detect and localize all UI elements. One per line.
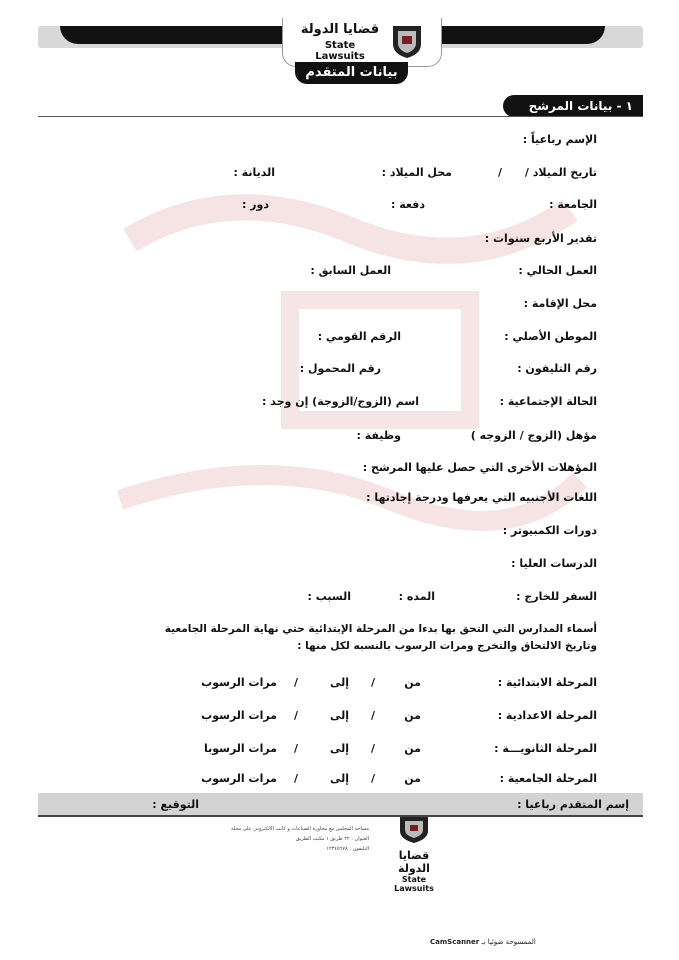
- school-separator: /: [371, 742, 376, 755]
- logo-text-english: State Lawsuits: [315, 40, 365, 62]
- batch-label: دفعة :: [391, 198, 425, 211]
- school-stage-label: المرحلة الثانويـــة :: [494, 742, 597, 755]
- schools-intro-line1: أسماء المدارس التي التحق بها بدءا من المرحلة الإبتدائية حتي نهاية المرحلة الجامعية: [164, 623, 597, 635]
- school-separator: /: [371, 709, 376, 722]
- footer-logo-english: State Lawsuits: [394, 875, 434, 893]
- school-fails-label: مرات الرسوب: [201, 709, 277, 722]
- footer-seal-icon: [385, 815, 443, 845]
- school-stage-label: المرحلة الابتدائية :: [497, 676, 597, 689]
- camscanner-stamp: [430, 938, 536, 946]
- computer-courses-label: دورات الكمبيوتر :: [502, 524, 597, 537]
- travel-reason-label: السبب :: [307, 590, 351, 603]
- school-separator: /: [371, 772, 376, 785]
- signature-bar-line: [38, 815, 643, 817]
- origin-label: الموطن الأصلي :: [504, 330, 597, 343]
- other-qualifications-label: المؤهلات الأخرى التي حصل عليها المرشح :: [362, 461, 597, 474]
- residence-label: محل الإقامة :: [523, 297, 597, 310]
- school-fails-label: مرات الرسوبا: [203, 742, 277, 755]
- full-name-label: الإسم رباعياً :: [522, 133, 597, 146]
- higher-studies-label: الدرسات العليا :: [511, 557, 597, 570]
- travel-duration-label: المده :: [398, 590, 435, 603]
- spouse-qualification-label: مؤهل (الزوج / الزوجه ): [470, 429, 597, 442]
- footer-address-line2: العنوان : ٢٢ طريق ١ مكتب الطريق: [295, 836, 369, 842]
- mobile-label: رقم المحمول :: [299, 362, 381, 375]
- school-separator: /: [294, 742, 299, 755]
- birth-date-label: تاريخ الميلاد /: [524, 166, 597, 179]
- school-from-label: من: [404, 742, 421, 755]
- state-lawsuits-seal-icon: [389, 22, 425, 60]
- footer-address-line1: مساحة المجلس مع مجاورة الصناعات و كاتب الالكتروني على مجلة: [231, 826, 369, 832]
- school-from-label: من: [404, 676, 421, 689]
- travel-abroad-label: السفر للخارج :: [516, 590, 597, 603]
- marital-status-label: الحالة الإجتماعية :: [499, 395, 597, 408]
- form-title: بيانات المتقدم: [295, 62, 408, 84]
- schools-intro-line2: وتاريخ الالتحاق والتخرج ومرات الرسوب بالنسبه لكل منها :: [297, 640, 597, 652]
- national-id-label: الرقم القومي :: [317, 330, 401, 343]
- spouse-job-label: وظيفة :: [356, 429, 401, 442]
- four-years-grade-label: تقدير الأربع سنوات :: [484, 232, 597, 245]
- school-stage-label: المرحلة الاعدادية :: [497, 709, 597, 722]
- school-from-label: من: [404, 772, 421, 785]
- languages-label: اللغات الأجنبيه التي يعرفها ودرجة إجادتها :: [366, 491, 597, 504]
- school-from-label: من: [404, 709, 421, 722]
- university-label: الجامعة :: [549, 198, 597, 211]
- footer-logo-arabic: قضايا الدولة: [398, 849, 430, 875]
- school-separator: /: [294, 709, 299, 722]
- school-to-label: إلى: [329, 742, 349, 755]
- school-separator: /: [294, 772, 299, 785]
- school-separator: /: [294, 676, 299, 689]
- school-fails-label: مرات الرسوب: [201, 676, 277, 689]
- school-to-label: إلى: [329, 772, 349, 785]
- previous-job-label: العمل السابق :: [310, 264, 391, 277]
- camscanner-prefix: الممسوحة ضوئيا بـ: [481, 938, 536, 946]
- current-job-label: العمل الحالي :: [518, 264, 597, 277]
- spouse-name-label: اسم (الزوج/الزوجة) إن وجد :: [262, 395, 419, 408]
- phone-label: رقم التليفون :: [517, 362, 597, 375]
- footer-address-line3: التليفون : ١٢٣٤٥٦٧٨: [326, 846, 369, 852]
- religion-label: الديانة :: [233, 166, 275, 179]
- applicant-name-label: إسم المتقدم رباعيا :: [517, 798, 629, 811]
- section-divider: [38, 116, 643, 117]
- school-to-label: إلى: [329, 676, 349, 689]
- logo-text-arabic: قضايا الدولة: [300, 22, 380, 37]
- round-label: دور :: [241, 198, 269, 211]
- date-separator: /: [498, 166, 503, 179]
- birth-place-label: محل الميلاد :: [381, 166, 452, 179]
- school-to-label: إلى: [329, 709, 349, 722]
- section-title: ١ - بيانات المرشح: [503, 95, 643, 117]
- school-fails-label: مرات الرسوب: [201, 772, 277, 785]
- camscanner-label: CamScanner: [430, 938, 480, 946]
- school-separator: /: [371, 676, 376, 689]
- footer-logo: [385, 815, 443, 893]
- signature-label: التوقيع :: [152, 798, 199, 811]
- school-stage-label: المرحلة الجامعية :: [499, 772, 597, 785]
